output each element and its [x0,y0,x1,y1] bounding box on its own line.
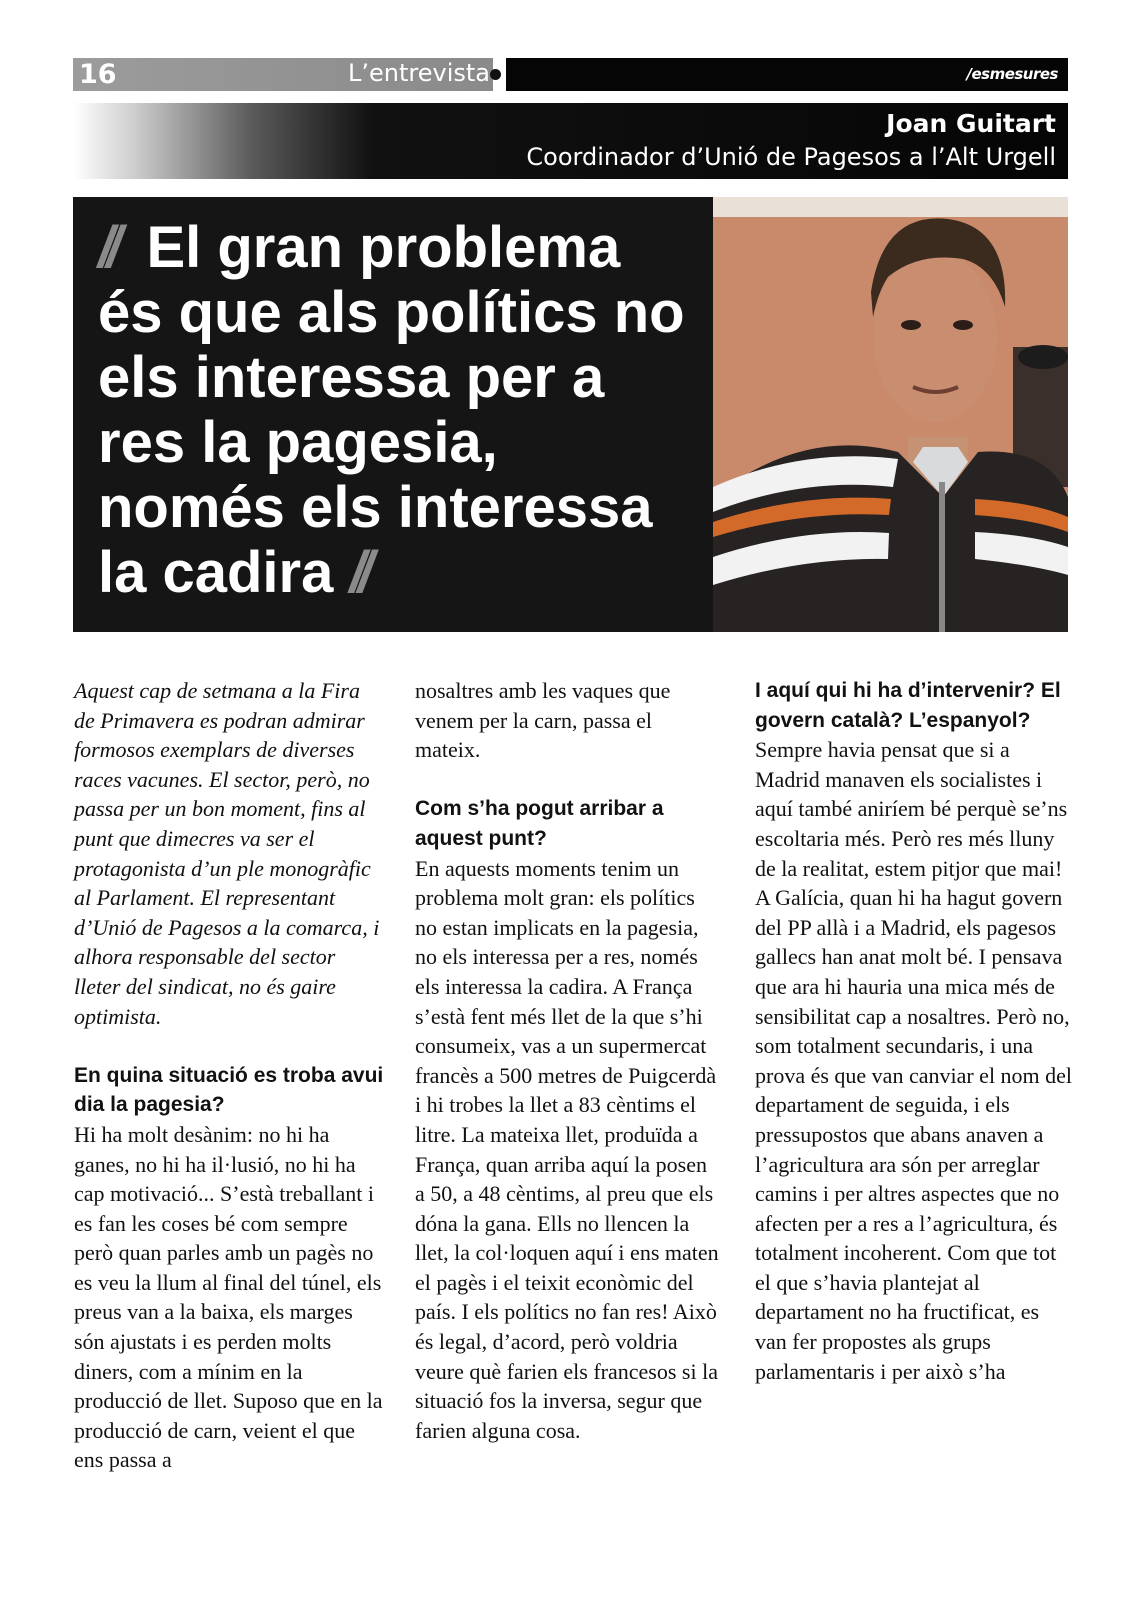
article-column-2 [415,676,720,1445]
interviewee-banner [73,103,1068,179]
answer-1: Hi ha molt desànim: no hi ha ganes, no hi ha il·lusió, no hi ha cap motivació... S’està treballant i es fan les coses bé com sempre però quan parles amb un pagès no es veu la llum al final del túnel, els preus van a la baixa, els marges són ajustats i es perden molts diners, com a mínim en la producció de llet. Suposo que en la producció de carn, veient el que ens passa a [74,1121,383,1473]
answer-3: Sempre havia pensat que si a Madrid manaven els socialistes i aquí també aniríem bé perquè se’ns escoltaria més. Però res més lluny de la realitat, estem pitjor que mai! A Galícia, quan hi ha hagut govern del PP allà i a Madrid, els pagesos gallecs han anat molt bé. I pensava que ara hi hauria una mica més de sensibilitat cap a nosaltres. Però no, som totalment secundaris, i una prova és que van canviar el nom del departament de seguida, i els pressupostos que abans anaven a l’agricultura ara són per arreglar camins i per altres aspectes que no afecten per a res a l’agricultura, és totalment incoherent. Com que tot el que s’havia plantejat al departament no ha fructificat, es van fer propostes als grups parlamentaris i per això s’ha [755,737,1073,1384]
headline-block [73,197,1068,632]
interviewee-name: Joan Guitart [886,109,1056,138]
lead-paragraph: Aquest cap de setmana a la Fira de Primavera es podran admirar formosos exemplars de diverses races vacunes. El sector, però, no passa per un bon moment, fins al punt que dimecres va ser el protagonista d’un ple monogràfic al Parlament. El representant d’Unió de Pagesos a la comarca, i alhora responsable del sector lleter del sindicat, no és gaire optimista. [74,678,380,1029]
question-1: En quina situació es troba avui dia la pagesia? [74,1063,384,1117]
pull-quote-text: El gran problema és que als polítics no els interessa per a res la pagesia, només els interessa la cadira [98,215,685,605]
answer-1-continued: nosaltres amb les vaques que venem per la carn, passa el mateix. [415,678,671,763]
top-bar [73,58,1068,91]
interviewee-photo [713,197,1068,632]
interviewee-role: Coordinador d’Unió de Pagesos a l’Alt Urgell [526,143,1056,171]
article-column-3 [755,676,1075,1386]
page-number: 16 [79,59,117,90]
pull-quote [98,215,698,605]
top-bar-right [506,58,1068,91]
open-quote-mark: // [98,215,115,280]
question-2: Com s’ha pogut arribar a aquest punt? [415,797,664,850]
article-column-1 [74,676,384,1475]
portrait-illustration [713,197,1068,632]
answer-2: En aquests moments tenim un problema molt gran: els polítics no estan implicats en la pagesia, no els interessa per a res, només els interessa la cadira. A França s’està fent més llet de la que s’hi consumeix, vas a un supermercat francès a 500 metres de Puigcerdà i hi trobes la llet a 83 cèntims el litre. La mateixa llet, produïda a França, quan arriba aquí la posen a 50, a 48 cèntims, al preu que els dóna la gana. Ells no llencen la llet, la col·loquen aquí i ens maten el pagès i el teixit econòmic del país. I els polítics no fan res! Això és legal, d’acord, però voldria veure què farien els francesos si la situació fos la inversa, segur que farien alguna cosa. [415,855,719,1443]
top-bar-left [73,58,493,91]
close-quote-mark: // [349,540,366,605]
section-title: L’entrevista [348,59,490,87]
question-3: I aquí qui hi ha d’intervenir? El govern català? L’espanyol? [755,679,1061,732]
bullet-dot [490,69,501,80]
publication-logo: /esmesures [966,65,1058,83]
